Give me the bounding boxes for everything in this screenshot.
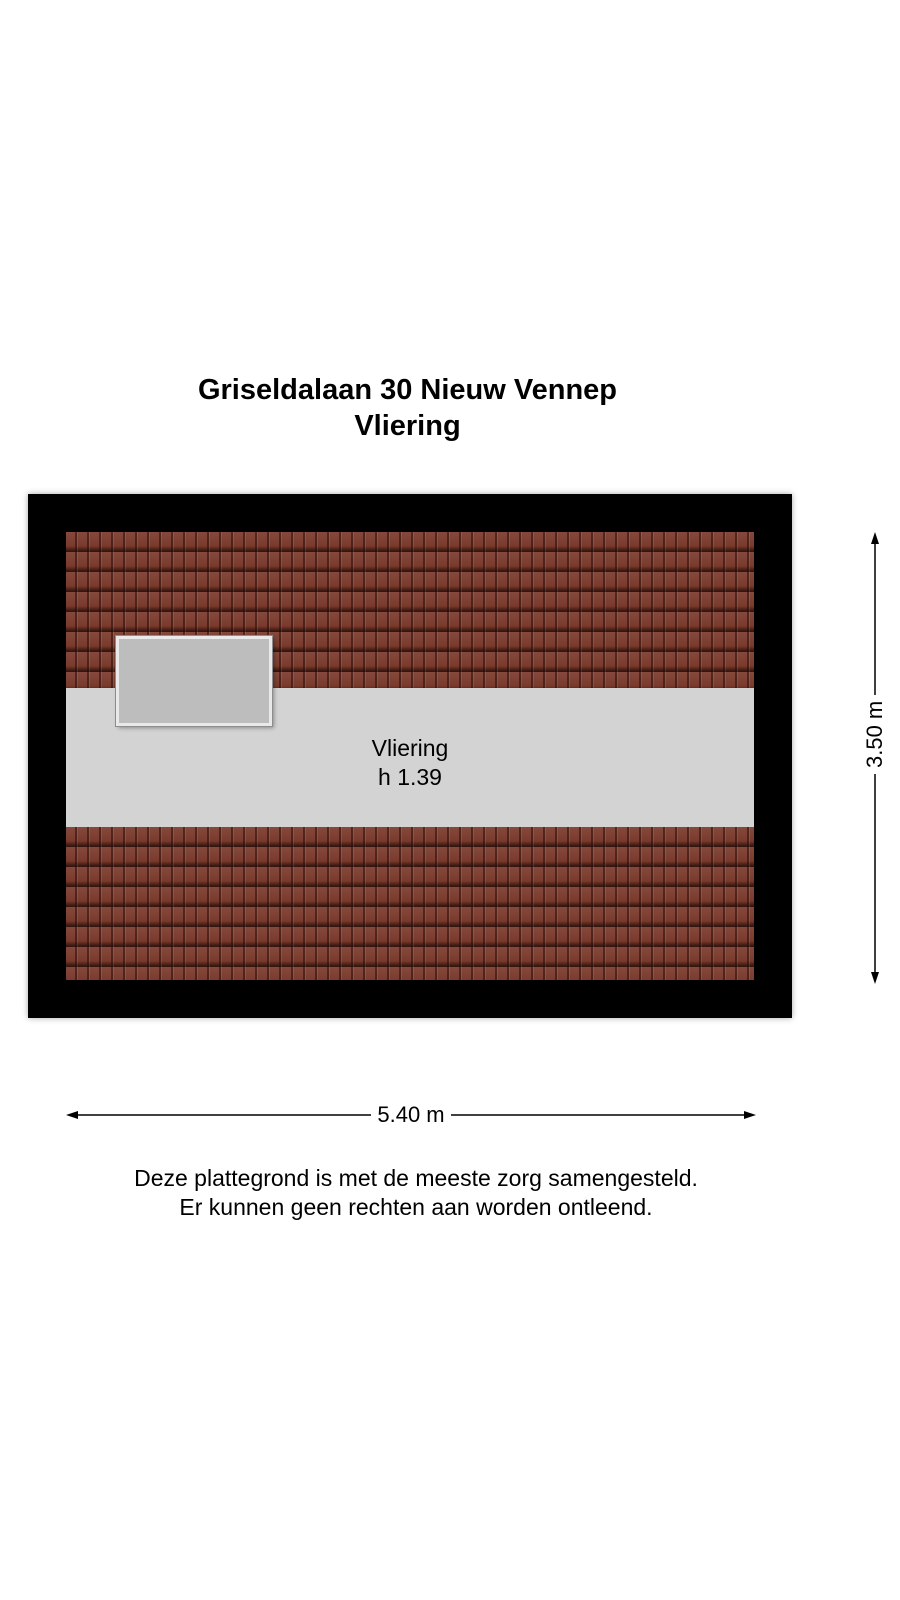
address-title: Griseldalaan 30 Nieuw Vennep xyxy=(197,374,618,406)
room-label xyxy=(66,734,754,792)
floor-title: Vliering xyxy=(354,410,461,442)
floorplan xyxy=(28,494,792,1018)
room-name: Vliering xyxy=(371,735,449,761)
roof-slope-bottom xyxy=(66,827,754,980)
disclaimer xyxy=(0,1164,832,1222)
floorplan-title xyxy=(0,372,815,444)
disclaimer-line-1: Deze plattegrond is met de meeste zorg samengesteld. xyxy=(134,1165,698,1191)
roof-window-icon xyxy=(116,636,272,726)
disclaimer-line-2: Er kunnen geen rechten aan worden ontleend. xyxy=(179,1194,653,1220)
room-height: h 1.39 xyxy=(378,764,442,790)
width-dimension-label: 5.40 m xyxy=(66,1103,756,1127)
